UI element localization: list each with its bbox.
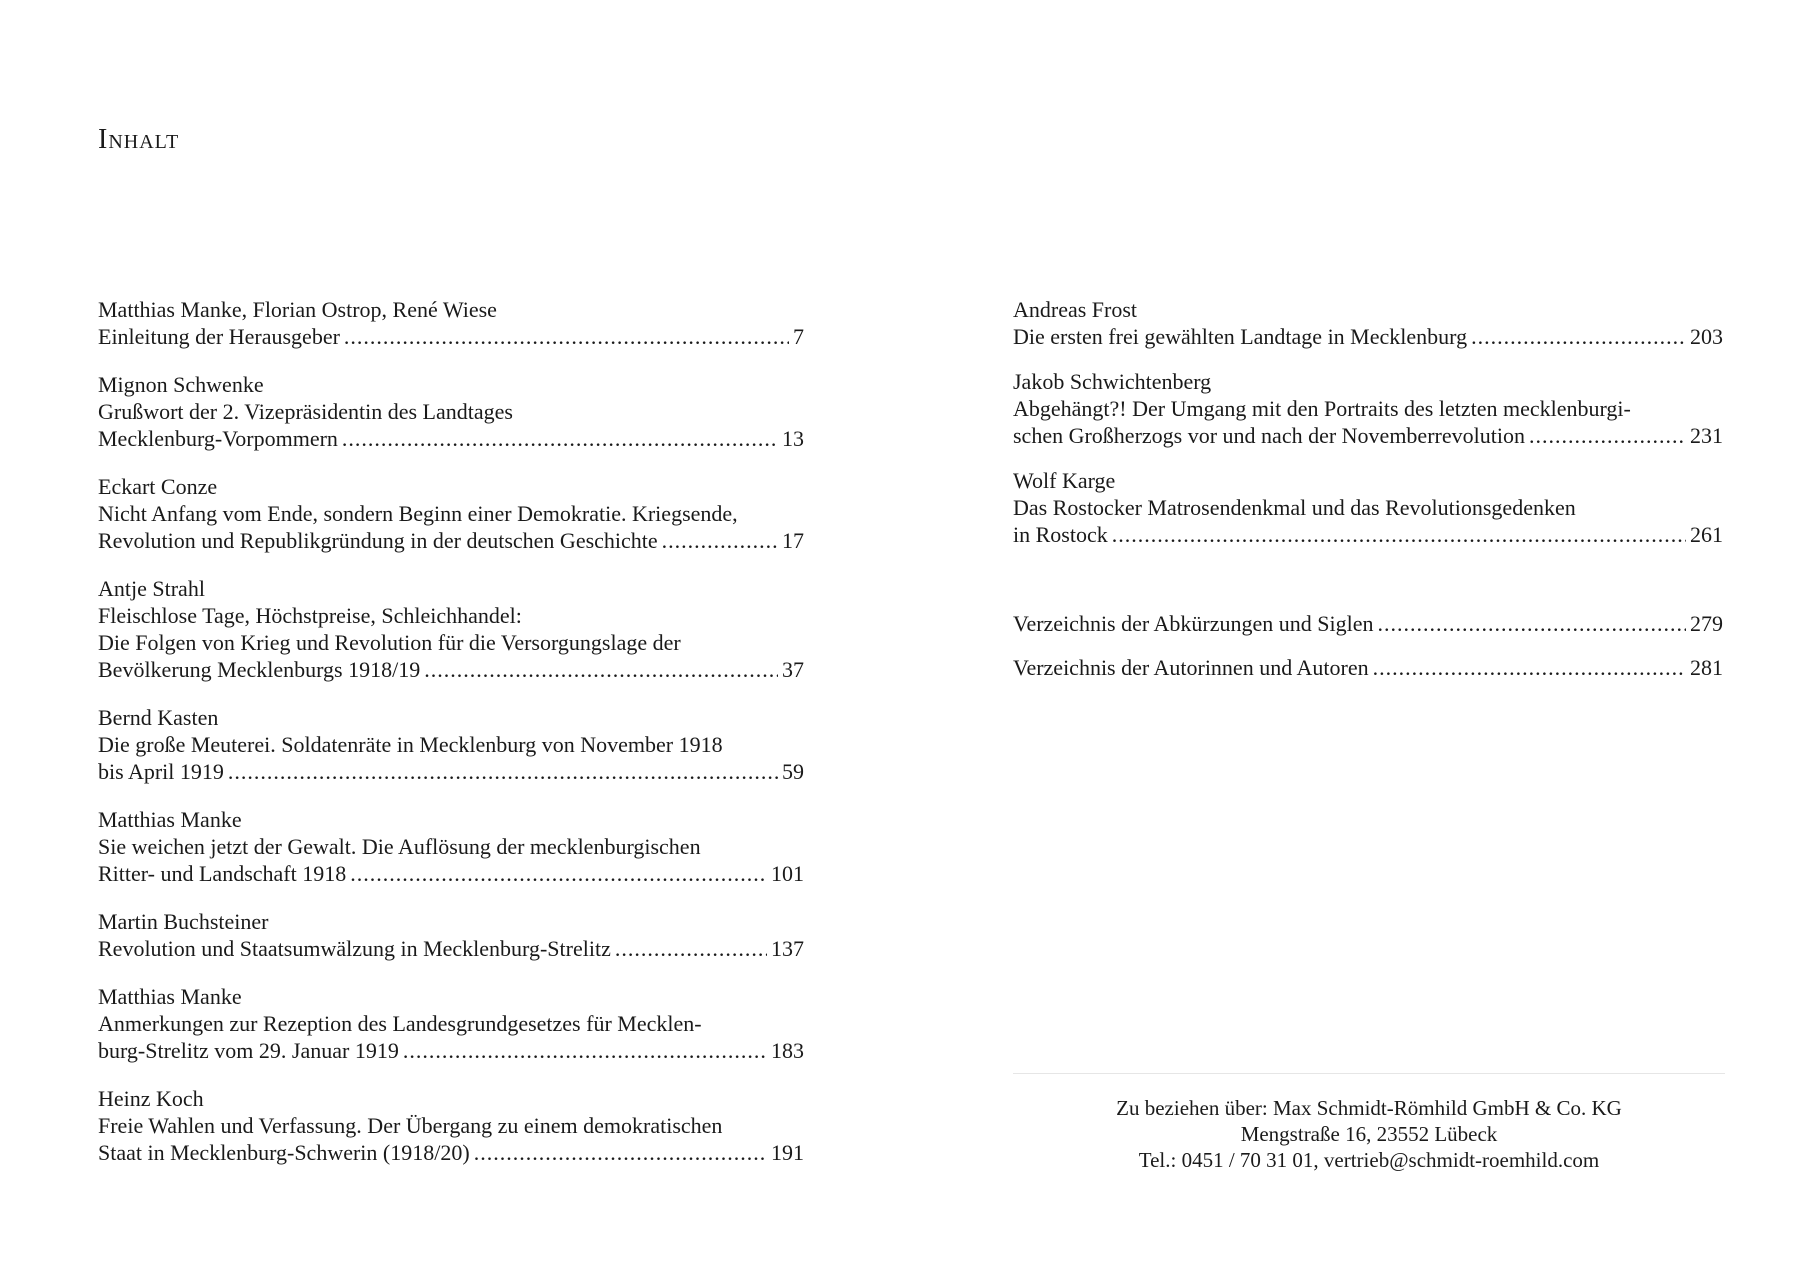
toc-title-line xyxy=(1013,323,1723,350)
toc-title-line xyxy=(98,860,804,887)
toc-entry[interactable] xyxy=(98,908,804,962)
toc-title: Revolution und Republikgründung in der deutschen Geschichte xyxy=(98,528,658,553)
publisher-contact[interactable]: Tel.: 0451 / 70 31 01, vertrieb@schmidt-roemhild.com xyxy=(1138,1148,1600,1172)
toc-page-number: 279 xyxy=(1690,611,1723,636)
publisher-address: Mengstraße 16, 23552 Lübeck xyxy=(1240,1122,1498,1146)
toc-title: Das Rostocker Matrosendenkmal und das Revolutionsgedenken xyxy=(1013,495,1576,520)
toc-title: Bevölkerung Mecklenburgs 1918/19 xyxy=(98,657,421,682)
toc-page-number: 101 xyxy=(771,861,804,886)
toc-author: Matthias Manke xyxy=(98,984,242,1009)
toc-page-number: 13 xyxy=(782,426,804,451)
toc-title: bis April 1919 xyxy=(98,759,224,784)
toc-page-number: 203 xyxy=(1690,324,1723,349)
dot-leader xyxy=(662,527,778,554)
toc-author: Martin Buchsteiner xyxy=(98,909,269,934)
dot-leader xyxy=(474,1139,767,1166)
appendix-list xyxy=(1013,610,1723,681)
dot-leader xyxy=(403,1037,767,1064)
toc-page-number: 183 xyxy=(771,1038,804,1063)
toc-page-number: 137 xyxy=(771,936,804,961)
toc-title: Abgehängt?! Der Umgang mit den Portraits des letzten mecklenburgi- xyxy=(1013,396,1631,421)
toc-title: Einleitung der Herausgeber xyxy=(98,324,340,349)
toc-title: in Rostock xyxy=(1013,522,1108,547)
dot-leader xyxy=(615,935,767,962)
toc-title: Revolution und Staatsumwälzung in Mecklenburg-Strelitz xyxy=(98,936,611,961)
toc-title: Grußwort der 2. Vizepräsidentin des Landtages xyxy=(98,399,513,424)
toc-entry[interactable] xyxy=(98,575,804,683)
toc-title: Fleischlose Tage, Höchstpreise, Schleichhandel: xyxy=(98,603,522,628)
toc-page-number: 37 xyxy=(782,657,804,682)
toc-page-number: 7 xyxy=(793,324,804,349)
toc-title: Mecklenburg-Vorpommern xyxy=(98,426,338,451)
toc-title: Ritter- und Landschaft 1918 xyxy=(98,861,347,886)
toc-title: Sie weichen jetzt der Gewalt. Die Auflösung der mecklenburgischen xyxy=(98,834,701,859)
toc-entry[interactable] xyxy=(1013,296,1723,350)
toc-page-number: 261 xyxy=(1690,522,1723,547)
toc-entry[interactable] xyxy=(98,806,804,887)
toc-title: Nicht Anfang vom Ende, sondern Beginn einer Demokratie. Kriegsende, xyxy=(98,501,738,526)
toc-author: Heinz Koch xyxy=(98,1086,204,1111)
dot-leader xyxy=(228,758,778,785)
toc-author: Matthias Manke, Florian Ostrop, René Wiese xyxy=(98,297,497,322)
publisher-divider xyxy=(1013,1073,1725,1074)
toc-title-line xyxy=(98,323,804,350)
toc-title-line xyxy=(98,935,804,962)
toc-title: Verzeichnis der Autorinnen und Autoren xyxy=(1013,655,1369,680)
toc-entry[interactable] xyxy=(1013,467,1723,548)
toc-title: schen Großherzogs vor und nach der Novemberrevolution xyxy=(1013,423,1525,448)
dot-leader xyxy=(344,323,789,350)
publisher-name: Zu beziehen über: Max Schmidt-Römhild GmbH & Co. KG xyxy=(1116,1096,1622,1120)
toc-left-column xyxy=(98,296,804,1187)
toc-right-column xyxy=(1013,296,1723,698)
toc-title-line xyxy=(98,1139,804,1166)
toc-title: Verzeichnis der Abkürzungen und Siglen xyxy=(1013,611,1374,636)
toc-title: Die Folgen von Krieg und Revolution für die Versorgungslage der xyxy=(98,630,681,655)
toc-author: Andreas Frost xyxy=(1013,297,1138,322)
toc-title: burg-Strelitz vom 29. Januar 1919 xyxy=(98,1038,399,1063)
publisher-info xyxy=(1013,1095,1725,1173)
toc-page-number: 281 xyxy=(1690,655,1723,680)
toc-title-line xyxy=(98,425,804,452)
toc-entry[interactable] xyxy=(1013,368,1723,449)
dot-leader xyxy=(1373,654,1686,681)
dot-leader xyxy=(1529,422,1686,449)
toc-entry[interactable] xyxy=(98,1085,804,1166)
toc-author: Jakob Schwichtenberg xyxy=(1013,369,1212,394)
toc-page-number: 231 xyxy=(1690,423,1723,448)
toc-entry[interactable] xyxy=(98,473,804,554)
toc-page-number: 191 xyxy=(771,1140,804,1165)
dot-leader xyxy=(1471,323,1686,350)
page-title: Inhalt xyxy=(98,124,180,155)
toc-title-line xyxy=(98,758,804,785)
toc-title: Staat in Mecklenburg-Schwerin (1918/20) xyxy=(98,1140,470,1165)
toc-author: Wolf Karge xyxy=(1013,468,1116,493)
toc-entry[interactable] xyxy=(98,296,804,350)
toc-page-number: 59 xyxy=(782,759,804,784)
toc-title: Die große Meuterei. Soldatenräte in Mecklenburg von November 1918 xyxy=(98,732,723,757)
toc-title-line xyxy=(98,656,804,683)
toc-title: Freie Wahlen und Verfassung. Der Übergang zu einem demokratischen xyxy=(98,1113,723,1138)
dot-leader xyxy=(1112,521,1686,548)
toc-title-line xyxy=(98,527,804,554)
dot-leader xyxy=(424,656,778,683)
toc-entry[interactable] xyxy=(98,371,804,452)
toc-title: Die ersten frei gewählten Landtage in Mecklenburg xyxy=(1013,324,1468,349)
toc-author: Mignon Schwenke xyxy=(98,372,264,397)
toc-appendix-entry[interactable] xyxy=(1013,610,1723,637)
toc-title-line xyxy=(1013,422,1723,449)
toc-author: Antje Strahl xyxy=(98,576,205,601)
dot-leader xyxy=(350,860,767,887)
toc-author: Eckart Conze xyxy=(98,474,218,499)
toc-author: Matthias Manke xyxy=(98,807,242,832)
toc-title-line xyxy=(1013,654,1723,681)
toc-author: Bernd Kasten xyxy=(98,705,219,730)
toc-title-line xyxy=(1013,521,1723,548)
toc-appendix-entry[interactable] xyxy=(1013,654,1723,681)
toc-entry[interactable] xyxy=(98,704,804,785)
toc-title-line xyxy=(98,1037,804,1064)
toc-entry[interactable] xyxy=(98,983,804,1064)
dot-leader xyxy=(342,425,778,452)
dot-leader xyxy=(1377,610,1686,637)
toc-page-number: 17 xyxy=(782,528,804,553)
toc-title-line xyxy=(1013,610,1723,637)
toc-title: Anmerkungen zur Rezeption des Landesgrundgesetzes für Mecklen- xyxy=(98,1011,702,1036)
